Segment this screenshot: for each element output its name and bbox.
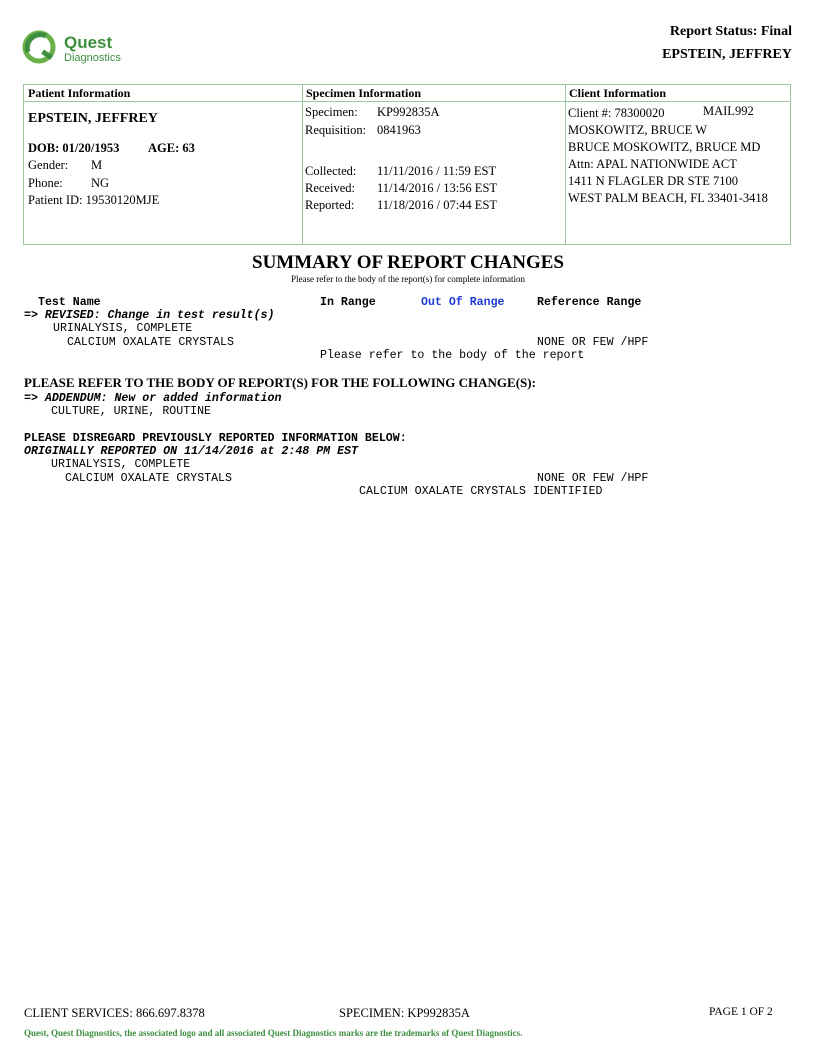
patient-phone: NG (91, 176, 110, 190)
client-mail-code: MAIL992 (703, 104, 754, 118)
reported-date: 11/18/2016 / 07:44 EST (377, 198, 498, 212)
summary-title: SUMMARY OF REPORT CHANGES (252, 252, 564, 273)
collected-date: 11/11/2016 / 11:59 EST (377, 164, 497, 178)
client-info-column (565, 85, 790, 244)
specimen-number: KP992835A (377, 105, 440, 119)
client-line-3: Attn: APAL NATIONWIDE ACT (568, 157, 737, 171)
disregard-item: CALCIUM OXALATE CRYSTALS (65, 472, 232, 485)
footer-client-services: CLIENT SERVICES: 866.697.8378 (24, 1006, 205, 1020)
footer-specimen: SPECIMEN: KP992835A (339, 1006, 470, 1020)
footer-legal: Quest, Quest Diagnostics, the associated logo and all associated Quest Diagnostics marks are the trademarks of Quest Diagnostics. (24, 1028, 523, 1038)
logo-text-quest: Quest (64, 33, 113, 52)
col-reference-range: Reference Range (537, 296, 642, 309)
collected-label: Collected: (305, 164, 357, 178)
client-line-4: 1411 N FLAGLER DR STE 7100 (568, 174, 739, 188)
patient-dob: DOB: 01/20/1953 (28, 141, 120, 155)
received-label: Received: (305, 181, 355, 195)
gender-label: Gender: (28, 158, 69, 172)
report-status: Report Status: Final (669, 24, 792, 39)
summary-subtitle: Please refer to the body of the report(s) for complete information (291, 274, 525, 284)
client-info-header: Client Information (565, 85, 790, 102)
requisition-label: Requisition: (305, 123, 367, 137)
phone-label: Phone: (28, 176, 63, 190)
received-date: 11/14/2016 / 13:56 EST (377, 181, 498, 195)
revised-item: CALCIUM OXALATE CRYSTALS (67, 336, 234, 349)
info-table (23, 84, 791, 245)
client-line-5: WEST PALM BEACH, FL 33401-3418 (568, 191, 768, 205)
patient-info-header: Patient Information (24, 85, 302, 102)
originally-reported: ORIGINALLY REPORTED ON 11/14/2016 at 2:48 PM EST (24, 445, 358, 458)
header-patient-name: EPSTEIN, JEFFREY (662, 47, 792, 62)
disregard-reference: NONE OR FEW /HPF (537, 472, 649, 485)
disregard-result: CALCIUM OXALATE CRYSTALS IDENTIFIED (359, 485, 603, 498)
client-line-1: MOSKOWITZ, BRUCE W (568, 123, 708, 137)
revised-test-name: URINALYSIS, COMPLETE (53, 322, 193, 335)
specimen-info-header: Specimen Information (302, 85, 565, 102)
client-line-2: BRUCE MOSKOWITZ, BRUCE MD (568, 140, 761, 154)
requisition-number: 0841963 (377, 123, 421, 137)
addendum-test: CULTURE, URINE, ROUTINE (51, 405, 212, 418)
col-out-of-range: Out Of Range (421, 296, 505, 309)
patient-name: EPSTEIN, JEFFREY (28, 111, 158, 126)
patient-gender: M (91, 158, 103, 172)
revised-note: Please refer to the body of the report (320, 349, 585, 362)
col-test-name: Test Name (38, 296, 101, 309)
specimen-info-column (302, 85, 566, 244)
footer-page-number: PAGE 1 OF 2 (709, 1006, 773, 1018)
addendum-label: => ADDENDUM: New or added information (24, 392, 282, 405)
logo-text-diagnostics: Diagnostics (64, 52, 121, 64)
disregard-test-name: URINALYSIS, COMPLETE (51, 458, 191, 471)
revised-reference: NONE OR FEW /HPF (537, 336, 649, 349)
patient-age: AGE: 63 (148, 141, 195, 155)
revised-label: => REVISED: Change in test result(s) (24, 309, 275, 322)
patient-info-column (24, 85, 303, 244)
changes-heading: PLEASE REFER TO THE BODY OF REPORT(S) FOR THE FOLLOWING CHANGE(S): (24, 375, 536, 390)
reported-label: Reported: (305, 198, 355, 212)
disregard-heading: PLEASE DISREGARD PREVIOUSLY REPORTED INFORMATION BELOW: (24, 432, 407, 445)
patient-id: Patient ID: 19530120MJE (28, 193, 160, 207)
client-number: Client #: 78300020 (568, 106, 665, 120)
col-in-range: In Range (320, 296, 376, 309)
specimen-label: Specimen: (305, 105, 358, 119)
